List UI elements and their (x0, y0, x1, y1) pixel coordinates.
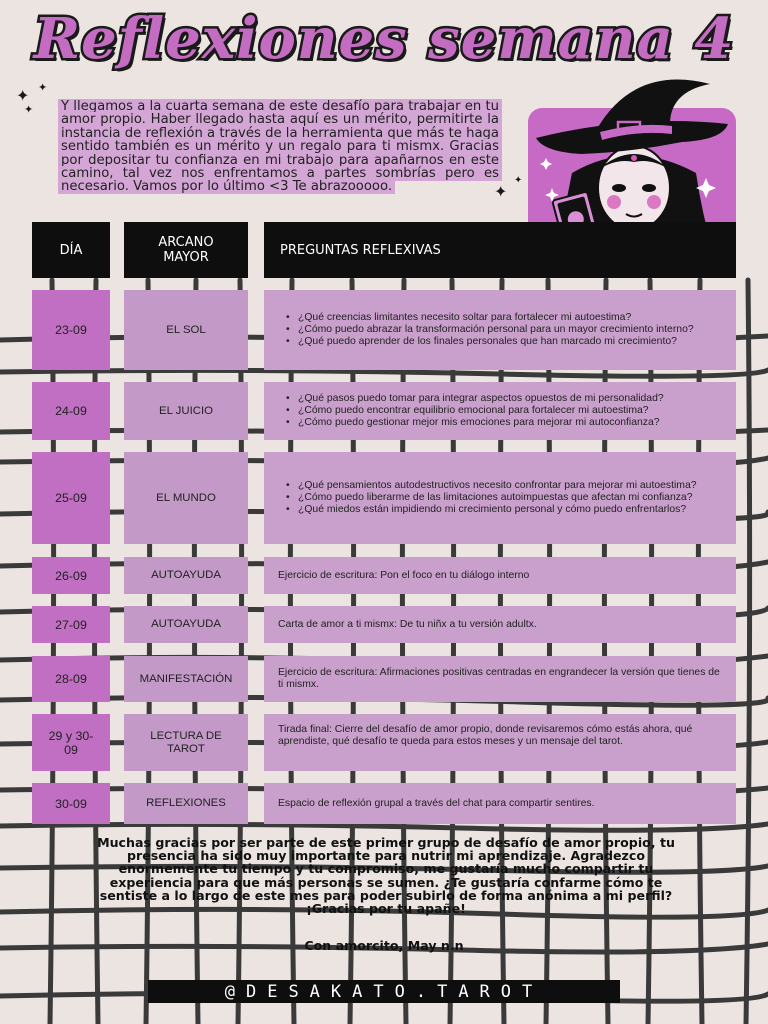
row-arcano: REFLEXIONES (124, 783, 248, 824)
sparkle-icon: ✦ (38, 81, 48, 94)
social-handle: @DESAKATO.TAROT (148, 980, 620, 1003)
page-title: Reflexiones semana 4 (33, 6, 735, 72)
row-day: 24-09 (32, 382, 110, 440)
thanks-message: Muchas gracias por ser parte de este primer grupo de desafío de amor propio, tu presencia ha sido muy importante para nutrir mi aprendizaje. Agradezco enormemente tu tiempo y tu compromiso, me gustaría mucho compartir tu experiencia para que más personas se sumen. ¿Te gustaría confarme cómo te sentiste a lo largo de este mes para poder subirlo de forma anónima a mi perfil? ¡Gracias por tu apañe! (97, 835, 675, 917)
row-arcano: EL SOL (124, 290, 248, 370)
question-item: • ¿Qué creencias limitantes necesito soltar para fortalecer mi autoestima? (278, 312, 694, 324)
question-item: • ¿Cómo puedo gestionar mejor mis emociones para mejorar mi autoconfianza? (278, 417, 664, 429)
row-day: 27-09 (32, 606, 110, 643)
sparkle-icon: ✦ (16, 86, 30, 105)
row-arcano: AUTOAYUDA (124, 606, 248, 643)
row-questions (264, 452, 736, 544)
sparkle-icon: ✦ (24, 103, 34, 116)
row-arcano: EL MUNDO (124, 452, 248, 544)
row-day: 26-09 (32, 557, 110, 594)
question-item: • ¿Qué pensamientos autodestructivos necesito confrontar para mejorar mi autoestima? (278, 480, 697, 492)
question-item: • ¿Qué miedos están impidiendo mi crecimiento personal y cómo puedo enfrentarlos? (278, 504, 697, 516)
header-arcano: ARCANO MAYOR (124, 222, 248, 278)
row-arcano: EL JUICIO (124, 382, 248, 440)
row-questions (264, 290, 736, 370)
row-arcano: LECTURA DE TAROT (124, 714, 248, 771)
row-arcano: AUTOAYUDA (124, 557, 248, 594)
header-day: DÍA (32, 222, 110, 278)
row-text: Ejercicio de escritura: Pon el foco en tu diálogo interno (264, 557, 736, 594)
sparkle-icon: ✦ (494, 182, 508, 201)
row-text: Ejercicio de escritura: Afirmaciones positivas centradas en engrandecer la versión que tienes de ti mismx. (264, 656, 736, 702)
row-questions (264, 382, 736, 440)
row-text: Tirada final: Cierre del desafío de amor propio, donde revisaremos cómo estás ahora, qué aprendiste, qué desafío te queda para estos meses y un mensaje del tarot. (264, 714, 736, 771)
intro-paragraph (58, 100, 502, 194)
intro-text: Y llegamos a la cuarta semana de este desafío para trabajar en tu amor propio. Haber llegado hasta aquí es un mérito, permitirte la instancia de reflexión a través de la herramienta que más te haga sentido también es un mérito y un regalo para ti mismx. Gracias por depositar tu confianza en mi trabajo para apañarnos en este camino, tal vez nos enfrentamos a partes sombrías pero es necesario. Vamos por lo último <3 Te abrazooooo. (58, 99, 502, 194)
row-text: Carta de amor a ti mismx: De tu niñx a tu versión adultx. (264, 606, 736, 643)
question-item: • ¿Qué puedo aprender de los finales personales que han marcado mi crecimiento? (278, 336, 694, 348)
signature: Con amorcito, May n.n (304, 938, 464, 953)
question-item: • ¿Cómo puedo liberarme de las limitaciones autoimpuestas que afectan mi confianza? (278, 492, 697, 504)
row-arcano: MANIFESTACIÓN (124, 656, 248, 702)
row-day: 25-09 (32, 452, 110, 544)
header-questions: PREGUNTAS REFLEXIVAS (264, 222, 736, 278)
row-text: Espacio de reflexión grupal a través del chat para compartir sentires. (264, 783, 736, 824)
question-item: • ¿Cómo puedo abrazar la transformación personal para un mayor crecimiento interno? (278, 324, 694, 336)
question-item: • ¿Qué pasos puedo tomar para integrar aspectos opuestos de mi personalidad? (278, 393, 664, 405)
row-day: 28-09 (32, 656, 110, 702)
row-day: 23-09 (32, 290, 110, 370)
sparkle-icon: ✦ (514, 175, 523, 186)
question-item: • ¿Cómo puedo encontrar equilibrio emocional para fortalecer mi autoestima? (278, 405, 664, 417)
row-day: 29 y 30-09 (32, 714, 110, 771)
row-day: 30-09 (32, 783, 110, 824)
